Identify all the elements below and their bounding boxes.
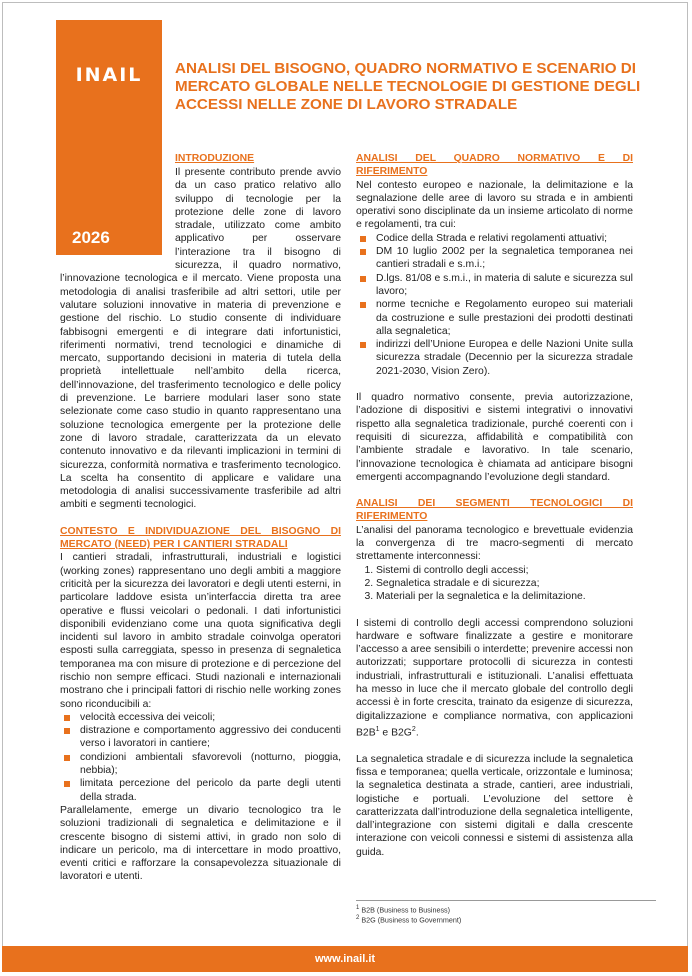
list-item: DM 10 luglio 2002 per la segnaletica temporanea nei cantieri stradali e s.m.i.; xyxy=(356,245,633,272)
normative-heading: ANALISI DEL QUADRO NORMATIVO E DI RIFERIMENTO xyxy=(356,153,633,178)
list-item: limitata percezione del pericolo da parte degli utenti della strada. xyxy=(60,777,341,804)
list-item: indirizzi dell’Unione Europea e delle Nazioni Unite sulla sicurezza stradale (Decennio per la sicurezza stradale 2021-2030, Vision Zero). xyxy=(356,338,633,378)
footer-bar xyxy=(2,946,688,972)
normative-paragraph: Nel contesto europeo e nazionale, la delimitazione e la segnalazione delle aree di lavoro su strada e in ambienti operativi sono disciplinate da un insieme articolato di norme e regolamenti, tra cui: xyxy=(356,179,633,231)
segments-heading: ANALISI DEI SEGMENTI TECNOLOGICI DI RIFERIMENTO xyxy=(356,498,633,523)
list-item: 1. Sistemi di controllo degli accessi; xyxy=(376,564,633,577)
signage-paragraph: La segnaletica stradale e di sicurezza include la segnaletica fissa e temporanea; quella verticale, orizzontale e luminosa; la segnaletica destinata a strade, cantieri, aree industriali, logistiche e portuali. L’evoluzione del settore è caratterizzata dall’introduzione della segnaletica intelligente, dall’integrazione con sistemi digitali e dalla crescente interazione con veicoli connessi e sistemi di assistenza alla guida. xyxy=(356,753,633,858)
list-item: Codice della Strada e relativi regolamenti attuativi; xyxy=(356,232,633,245)
context-paragraph: I cantieri stradali, infrastrutturali, industriali e logistici (working zones) rappresentano uno degli ambiti a maggiore criticità per la sicurezza dei lavoratori e degli utenti esterni, in particolare laddove esista un’interfaccia diretta tra aree operative e flussi veicolari o pedonali. I dati infortunistici disponibili evidenziano come una quota significativa degli incidenti sul lavoro in ambito stradale coinvolga operatori esposti sulla carreggiata, spesso in presenza di segnaletica temporanea ma con misure di protezione e di percezione del rischio non sempre efficaci. Studi nazionali e internazionali mostrano che i principali fattori di rischio nelle working zones sono riconducibili a: xyxy=(60,552,341,710)
intro-heading: INTRODUZIONE xyxy=(175,153,255,164)
closing-paragraph: Parallelamente, emerge un divario tecnologico tra le soluzioni tradizionali di segnaletica e delimitazione e il crescente bisogno di sistemi attivi, in grado non solo di indicare un pericolo, ma di intercettare in modo proattivo, eventi critici e rafforzare la consapevolezza situazionale di lavoratori e utenti. xyxy=(60,804,341,883)
list-item: norme tecniche e Regolamento europeo sui materiali da costruzione e sulle prestazioni dei prodotti destinati alla segnaletica; xyxy=(356,298,633,338)
list-item: D.lgs. 81/08 e s.m.i., in materia di salute e sicurezza sul lavoro; xyxy=(356,272,633,299)
intro-body xyxy=(60,166,341,884)
list-item: velocità eccessiva dei veicoli; xyxy=(60,711,341,724)
normative-paragraph-2: Il quadro normativo consente, previa autorizzazione, l’adozione di dispositivi e sistemi integrativi o innovativi rispetto alla segnaletica tradizionale, purché coerenti con i requisiti di sicurezza, affidabilità e compatibilità con l’ambiente stradale e lavorativo. In tale scenario, l’innovazione tecnologica è chiamata ad anticipare bisogni emergenti accompagnando l’evoluzione degli standard. xyxy=(356,392,633,483)
footnote-1 xyxy=(356,904,656,914)
list-item: distrazione e comportamento aggressivo dei conducenti verso i lavoratori in cantiere; xyxy=(60,724,341,751)
inail-logo: INAIL xyxy=(75,64,143,86)
segments-paragraph: L’analisi del panorama tecnologico e brevettuale evidenzia la convergenza di tre macro-segmenti di mercato strettamente interconnessi: xyxy=(356,524,633,563)
access-control-paragraph xyxy=(356,617,633,740)
list-item: 2. Segnaletica stradale e di sicurezza; xyxy=(376,577,633,590)
access-control-text: I sistemi di controllo degli accessi comprendono soluzioni hardware e software finalizzate a gestire e monitorare l’accesso a aree sensibili o interdette; prevenire accessi non autorizzati; supportare protocolli di sicurezza in contesti industriali, infrastrutturali e istituzionali. L’analisi effettuata ha messo in luce che il mercato globale del controllo degli accessi è in forte crescita, trainato da esigenze di sicurezza, digitalizzazione e compliance normativa, con applicazioni B2B xyxy=(356,617,633,739)
right-column xyxy=(356,152,633,859)
normative-list xyxy=(356,232,633,378)
list-item: 3. Materiali per la segnaletica e la delimitazione. xyxy=(376,590,633,603)
context-heading: CONTESTO E INDIVIDUAZIONE DEL BISOGNO DI MERCATO (NEED) PER I CANTIERI STRADALI xyxy=(60,525,341,551)
year-label: 2026 xyxy=(72,228,110,247)
intro-paragraph: Il presente contributo prende avvio da un caso pratico relativo allo sviluppo di tecnologie per la protezione delle zone di lavoro stradale, utilizzato come ambito applicativo per osservare l’interazione tra il bisogno di sicurezza, il quadro normativo, l’innovazione tecnologica e il mercato. Viene proposta una metodologia di analisi trasferibile ad altri settori, utile per valutare soluzioni innovative in materia di prevenzione e gestione del rischio. Lo studio consente di individuare fabbisogni emergenti e di integrare dati infortunistici, riferimenti normativi, trend tecnologici e dinamiche di mercato, supportando decisioni in materia di tutela della proprietà intellettuale nell’ambito della ricerca, dell’innovazione, del trasferimento tecnologico e delle policy di prevenzione. Le barriere modulari laser sono state selezionate come caso studio in quanto rappresentano una soluzione tecnologica emergente per la protezione delle zone di lavoro stradale, caratterizzata da un elevato contenuto innovativo e da rilevanti implicazioni in termini di sicurezza, conformità normativa e trasferimento tecnologico. La scelta ha consentito di applicare e validare una metodologia di analisi successivamente trasferibile ad altri ambiti e segmenti tecnologici. xyxy=(60,167,341,511)
footnote-number: 2 xyxy=(356,915,360,922)
access-control-text-mid: e B2G xyxy=(379,727,412,739)
footnote-number: 1 xyxy=(356,905,360,911)
risk-factor-list xyxy=(60,711,341,804)
intro-section xyxy=(175,152,340,165)
list-item: condizioni ambientali sfavorevoli (notturno, pioggia, nebbia); xyxy=(60,751,341,778)
document-title: ANALISI DEL BISOGNO, QUADRO NORMATIVO E SCENARIO DI MERCATO GLOBALE NELLE TECNOLOGIE DI GESTIONE DEGLI ACCESSI NELLE ZONE DI LAVORO STRADALE xyxy=(175,60,641,113)
footnotes xyxy=(356,900,656,925)
footnote-2 xyxy=(356,914,656,924)
footer-url[interactable]: www.inail.it xyxy=(314,953,376,965)
segments-list xyxy=(356,564,633,604)
footnote-ref-1: 1 xyxy=(375,725,380,733)
footnote-ref-2: 2 xyxy=(411,725,416,733)
footnote-text: B2B (Business to Business) xyxy=(361,905,451,915)
access-control-text-end: . xyxy=(415,727,419,739)
footnote-text: B2G (Business to Government) xyxy=(361,915,462,925)
